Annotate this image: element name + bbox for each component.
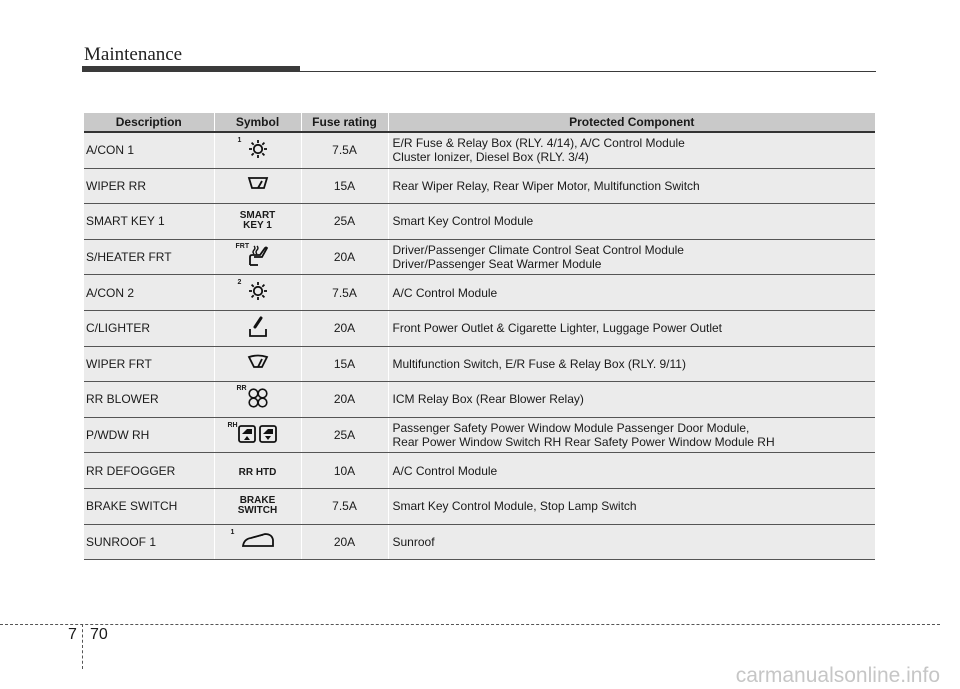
- component-line: A/C Control Module: [392, 463, 498, 478]
- row-protected-component: [388, 132, 875, 168]
- row-description: RR DEFOGGER: [84, 453, 214, 489]
- symbol-wrapper: [227, 421, 278, 447]
- footer-dashed-rule: [0, 624, 940, 625]
- row-description: RR BLOWER: [84, 382, 214, 418]
- symbol-superscript: 2: [237, 279, 242, 287]
- symbol-wrapper: [247, 175, 269, 196]
- symbol-wrapper: [247, 354, 269, 373]
- component-line: Rear Power Window Switch RH Rear Safety Power Window Module RH: [392, 435, 775, 450]
- component-line: Smart Key Control Module: [392, 214, 534, 229]
- page-section-title: Maintenance: [84, 44, 183, 65]
- row-fuse-rating: 7.5A: [301, 275, 388, 311]
- table-row: [84, 488, 875, 524]
- row-symbol: [214, 417, 301, 453]
- row-symbol: [214, 132, 301, 168]
- header-bar: [82, 66, 300, 72]
- row-fuse-rating: 25A: [301, 204, 388, 240]
- row-description: WIPER FRT: [84, 346, 214, 382]
- column-header-description: Description: [84, 113, 214, 132]
- row-fuse-rating: 20A: [301, 310, 388, 346]
- symbol-wrapper: [237, 136, 268, 162]
- component-line: Passenger Safety Power Window Module Passenger Door Module,: [392, 421, 750, 436]
- row-symbol: [214, 346, 301, 382]
- row-symbol: [214, 168, 301, 204]
- component-line: Sunroof: [392, 534, 435, 549]
- row-symbol: [214, 310, 301, 346]
- symbol-wrapper: [247, 315, 269, 342]
- blower-fan-icon: [247, 398, 269, 412]
- symbol-wrapper: [240, 211, 276, 231]
- row-fuse-rating: 7.5A: [301, 488, 388, 524]
- row-fuse-rating: 20A: [301, 524, 388, 560]
- symbol-wrapper: [230, 529, 275, 552]
- row-fuse-rating: 20A: [301, 382, 388, 418]
- component-line: Driver/Passenger Seat Warmer Module: [392, 257, 602, 272]
- table-row: [84, 310, 875, 346]
- row-fuse-rating: 25A: [301, 417, 388, 453]
- row-description: SMART KEY 1: [84, 204, 214, 240]
- component-line: A/C Control Module: [392, 285, 498, 300]
- component-line: Driver/Passenger Climate Control Seat Control Module: [392, 243, 684, 258]
- rear-wiper-icon: [247, 182, 269, 196]
- seat-heater-icon: [246, 256, 270, 270]
- table-row: [84, 524, 875, 560]
- row-symbol: [214, 488, 301, 524]
- symbol-superscript: 1: [237, 136, 242, 144]
- row-symbol: [214, 275, 301, 311]
- table-row: [84, 239, 875, 275]
- symbol-superscript: RH: [227, 421, 238, 429]
- row-symbol: [214, 239, 301, 275]
- component-line: Smart Key Control Module, Stop Lamp Switch: [392, 499, 637, 514]
- row-description: WIPER RR: [84, 168, 214, 204]
- fuse-table: [84, 113, 875, 560]
- component-line: Multifunction Switch, E/R Fuse & Relay Box (RLY. 9/11): [392, 356, 686, 371]
- symbol-text-label: BRAKE SWITCH: [237, 495, 278, 517]
- row-description: C/LIGHTER: [84, 310, 214, 346]
- row-fuse-rating: 20A: [301, 239, 388, 275]
- row-symbol: [214, 453, 301, 489]
- row-fuse-rating: 15A: [301, 168, 388, 204]
- table-row: [84, 382, 875, 418]
- ac-sun-icon: [248, 148, 268, 162]
- component-line: Front Power Outlet & Cigarette Lighter, Luggage Power Outlet: [392, 321, 723, 336]
- header-rule: [300, 71, 876, 72]
- watermark: carmanualsonline.info: [735, 664, 940, 687]
- row-fuse-rating: 15A: [301, 346, 388, 382]
- row-protected-component: [388, 453, 875, 489]
- cigar-lighter-icon: [247, 328, 269, 342]
- symbol-wrapper: [238, 496, 277, 516]
- ac-sun-icon: [248, 290, 268, 304]
- table-row: [84, 204, 875, 240]
- power-window-icon: [238, 433, 278, 447]
- row-protected-component: [388, 382, 875, 418]
- component-line: Rear Wiper Relay, Rear Wiper Motor, Multifunction Switch: [392, 178, 700, 193]
- row-description: A/CON 1: [84, 132, 214, 168]
- symbol-wrapper: [235, 242, 270, 270]
- front-wiper-icon: [247, 359, 269, 373]
- row-protected-component: [388, 488, 875, 524]
- symbol-superscript: RR: [236, 384, 247, 392]
- component-line: Cluster Ionizer, Diesel Box (RLY. 3/4): [392, 150, 589, 165]
- footer-dashed-divider: [82, 624, 83, 669]
- column-header-symbol: Symbol: [214, 113, 301, 132]
- symbol-wrapper: [237, 279, 268, 304]
- symbol-wrapper: [236, 384, 269, 412]
- symbol-superscript: 1: [230, 529, 235, 537]
- row-description: SUNROOF 1: [84, 524, 214, 560]
- chapter-number: 7: [68, 626, 77, 643]
- row-fuse-rating: 10A: [301, 453, 388, 489]
- row-protected-component: [388, 346, 875, 382]
- symbol-text-label: SMART KEY 1: [239, 210, 276, 232]
- row-protected-component: [388, 417, 875, 453]
- column-header-fuse-rating: Fuse rating: [301, 113, 388, 132]
- row-symbol: [214, 204, 301, 240]
- row-description: S/HEATER FRT: [84, 239, 214, 275]
- symbol-text-label: RR HTD: [238, 466, 277, 478]
- row-description: A/CON 2: [84, 275, 214, 311]
- row-protected-component: [388, 310, 875, 346]
- component-line: E/R Fuse & Relay Box (RLY. 4/14), A/C Control Module: [392, 136, 685, 151]
- table-row: [84, 453, 875, 489]
- table-row: [84, 346, 875, 382]
- row-protected-component: [388, 524, 875, 560]
- row-fuse-rating: 7.5A: [301, 132, 388, 168]
- column-header-protected-component: Protected Component: [388, 113, 875, 132]
- row-symbol: [214, 382, 301, 418]
- symbol-wrapper: [239, 464, 277, 478]
- row-description: BRAKE SWITCH: [84, 488, 214, 524]
- sunroof-icon: [241, 538, 275, 552]
- symbol-superscript: FRT: [235, 242, 250, 250]
- table-row: [84, 132, 875, 168]
- page-number: 70: [90, 626, 108, 643]
- table-row: [84, 168, 875, 204]
- row-protected-component: [388, 239, 875, 275]
- component-line: ICM Relay Box (Rear Blower Relay): [392, 392, 584, 407]
- row-description: P/WDW RH: [84, 417, 214, 453]
- table-row: [84, 275, 875, 311]
- row-protected-component: [388, 204, 875, 240]
- row-protected-component: [388, 275, 875, 311]
- row-protected-component: [388, 168, 875, 204]
- table-row: [84, 417, 875, 453]
- row-symbol: [214, 524, 301, 560]
- table-header-row: [84, 113, 875, 132]
